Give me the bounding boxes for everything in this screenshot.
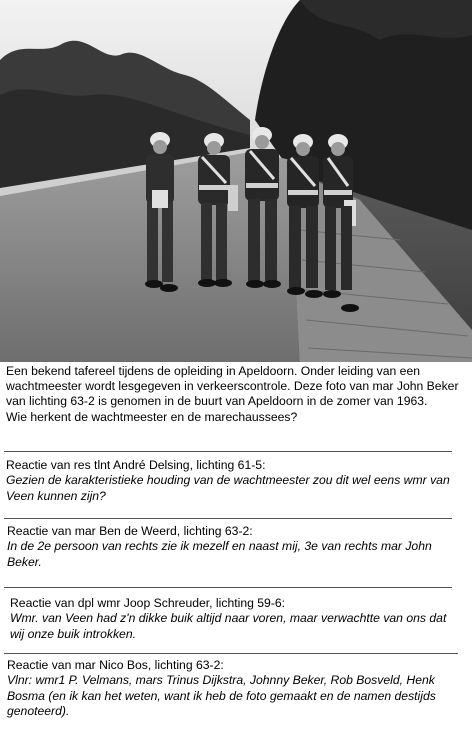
divider <box>4 587 452 588</box>
reaction-text: Wmr. van Veen had z'n dikke buik altijd naar voren, maar verwachtte van ons dat wij onze buik introkken. <box>10 611 447 641</box>
reaction-author: Reactie van res tlnt André Delsing, lichting 61-5: <box>6 458 266 472</box>
caption-text: Een bekend tafereel tijdens de opleiding in Apeldoorn. Onder leiding van een wachtmeester wordt lesgegeven in verkeerscontrole. Deze foto van mar John Beker van lichting 63-2 is genomen in de buurt van Apeldoorn in de zomer van 1963. <box>6 364 459 409</box>
reaction-1 <box>6 458 451 504</box>
reaction-text: Gezien de karakteristieke houding van de wachtmeester zou dit wel eens wmr van Veen kunnen zijn? <box>6 473 450 503</box>
divider <box>4 518 452 519</box>
divider <box>4 451 452 452</box>
reaction-author: Reactie van mar Ben de Weerd, lichting 63-2: <box>7 524 253 538</box>
reaction-author: Reactie van dpl wmr Joop Schreuder, lichting 59-6: <box>10 596 286 610</box>
caption-question: Wie herkent de wachtmeester en de marechaussees? <box>6 409 298 424</box>
photo-caption <box>6 364 468 425</box>
divider <box>4 653 458 654</box>
photo-image <box>0 0 472 362</box>
reaction-2 <box>7 524 452 570</box>
photo <box>0 0 472 362</box>
reaction-4 <box>7 658 453 720</box>
reaction-author: Reactie van mar Nico Bos, lichting 63-2: <box>7 658 224 672</box>
reaction-3 <box>10 596 460 642</box>
reaction-text: Vlnr: wmr1 P. Velmans, mars Trinus Dijkstra, Johnny Beker, Rob Bosveld, Henk Bosma (en ik kan het weten, want ik heb de foto gemaakt en de namen destijds genoteerd). <box>7 673 436 719</box>
reaction-text: In de 2e persoon van rechts zie ik mezelf en naast mij, 3e van rechts mar John Beker. <box>7 539 432 569</box>
